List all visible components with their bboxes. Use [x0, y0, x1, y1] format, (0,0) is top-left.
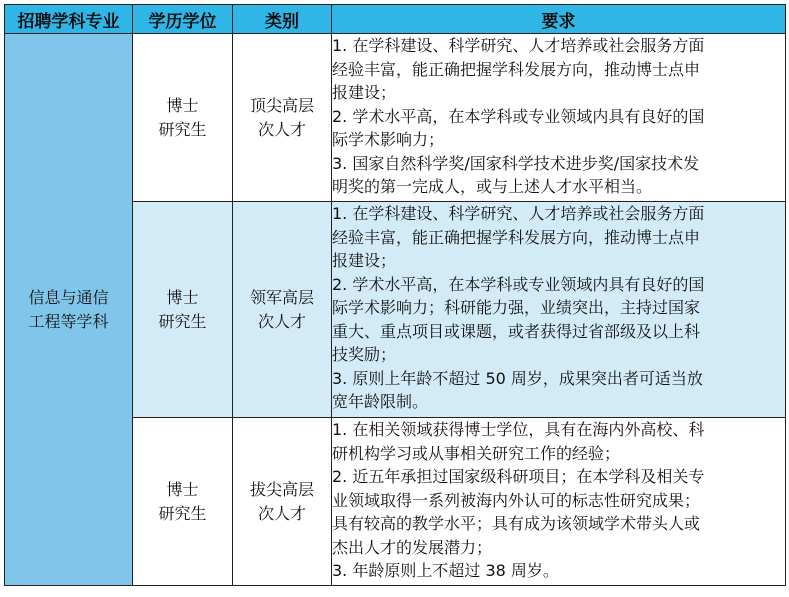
category-line: 次人才 — [257, 503, 306, 523]
requirement-line: 2. 近五年承担过国家级科研项目；在本学科及相关专 — [332, 467, 705, 486]
requirement-line: 际学术影响力；科研能力强，业绩突出，主持过国家 — [332, 298, 701, 317]
requirement-line: 宽年龄限制。 — [332, 392, 429, 411]
requirement-line: 1. 在学科建设、科学研究、人才培养或社会服务方面 — [332, 204, 705, 223]
category-line: 领军高层 — [249, 287, 314, 307]
requirement-line: 3. 国家自然科学奖/国家科学技术进步奖/国家技术发 — [332, 153, 700, 173]
requirement-line: 研机构学习或从事相关研究工作的经验； — [332, 443, 621, 463]
requirement-line: 3. 原则上年龄不超过 50 周岁，成果突出者可适当放 — [332, 368, 703, 388]
header-degree: 学历学位 — [133, 5, 233, 34]
requirements-cell — [332, 418, 786, 586]
category-line: 拔尖高层 — [249, 479, 314, 499]
degree-line: 博士 — [166, 287, 199, 307]
requirement-line: 经验丰富，能正确把握学科发展方向，推动博士点申 — [332, 227, 701, 247]
degree-line: 博士 — [166, 479, 199, 499]
header-subject: 招聘学科专业 — [5, 5, 133, 34]
header-requirements: 要求 — [332, 5, 786, 34]
degree-cell — [133, 418, 233, 586]
category-line: 次人才 — [257, 311, 306, 331]
requirement-line: 明奖的第一完成人，或与上述人才水平相当。 — [332, 177, 653, 196]
subject-line: 工程等学科 — [28, 311, 109, 331]
degree-line: 研究生 — [158, 311, 207, 331]
table-row — [5, 34, 786, 202]
requirement-line: 业领域取得一系列被海内外认可的标志性研究成果； — [332, 490, 701, 510]
requirement-line: 2. 学术水平高，在本学科或专业领域内具有良好的国 — [332, 106, 705, 126]
category-cell — [233, 202, 332, 418]
header-row — [5, 5, 786, 34]
category-cell — [233, 418, 332, 586]
requirement-line: 报建设； — [332, 83, 397, 102]
category-line: 顶尖高层 — [249, 95, 314, 115]
degree-line: 研究生 — [158, 503, 207, 523]
requirement-line: 重大、重点项目或课题，或者获得过省部级及以上科 — [332, 321, 701, 341]
requirement-line: 1. 在相关领域获得博士学位，具有在海内外高校、科 — [332, 420, 705, 439]
degree-line: 研究生 — [158, 119, 207, 139]
degree-cell — [133, 202, 233, 418]
category-cell — [233, 34, 332, 202]
requirement-line: 杰出人才的发展潜力； — [332, 537, 493, 557]
requirement-line: 3. 年龄原则上不超过 38 周岁。 — [332, 561, 559, 580]
requirement-line: 报建设； — [332, 251, 397, 270]
subject-line: 信息与通信 — [28, 287, 109, 307]
degree-line: 博士 — [166, 95, 199, 115]
requirement-line: 具有较高的教学水平；具有成为该领域学术带头人或 — [332, 514, 701, 533]
degree-cell — [133, 34, 233, 202]
recruitment-table — [4, 4, 786, 586]
requirements-cell — [332, 202, 786, 418]
requirement-line: 技奖励； — [332, 345, 397, 364]
category-line: 次人才 — [257, 119, 306, 139]
subject-cell — [5, 34, 133, 586]
header-category: 类别 — [233, 5, 332, 34]
requirements-cell — [332, 34, 786, 202]
requirement-line: 经验丰富，能正确把握学科发展方向，推动博士点申 — [332, 59, 701, 79]
requirement-line: 2. 学术水平高，在本学科或专业领域内具有良好的国 — [332, 274, 705, 294]
requirement-line: 1. 在学科建设、科学研究、人才培养或社会服务方面 — [332, 36, 705, 55]
requirement-line: 际学术影响力； — [332, 130, 445, 149]
